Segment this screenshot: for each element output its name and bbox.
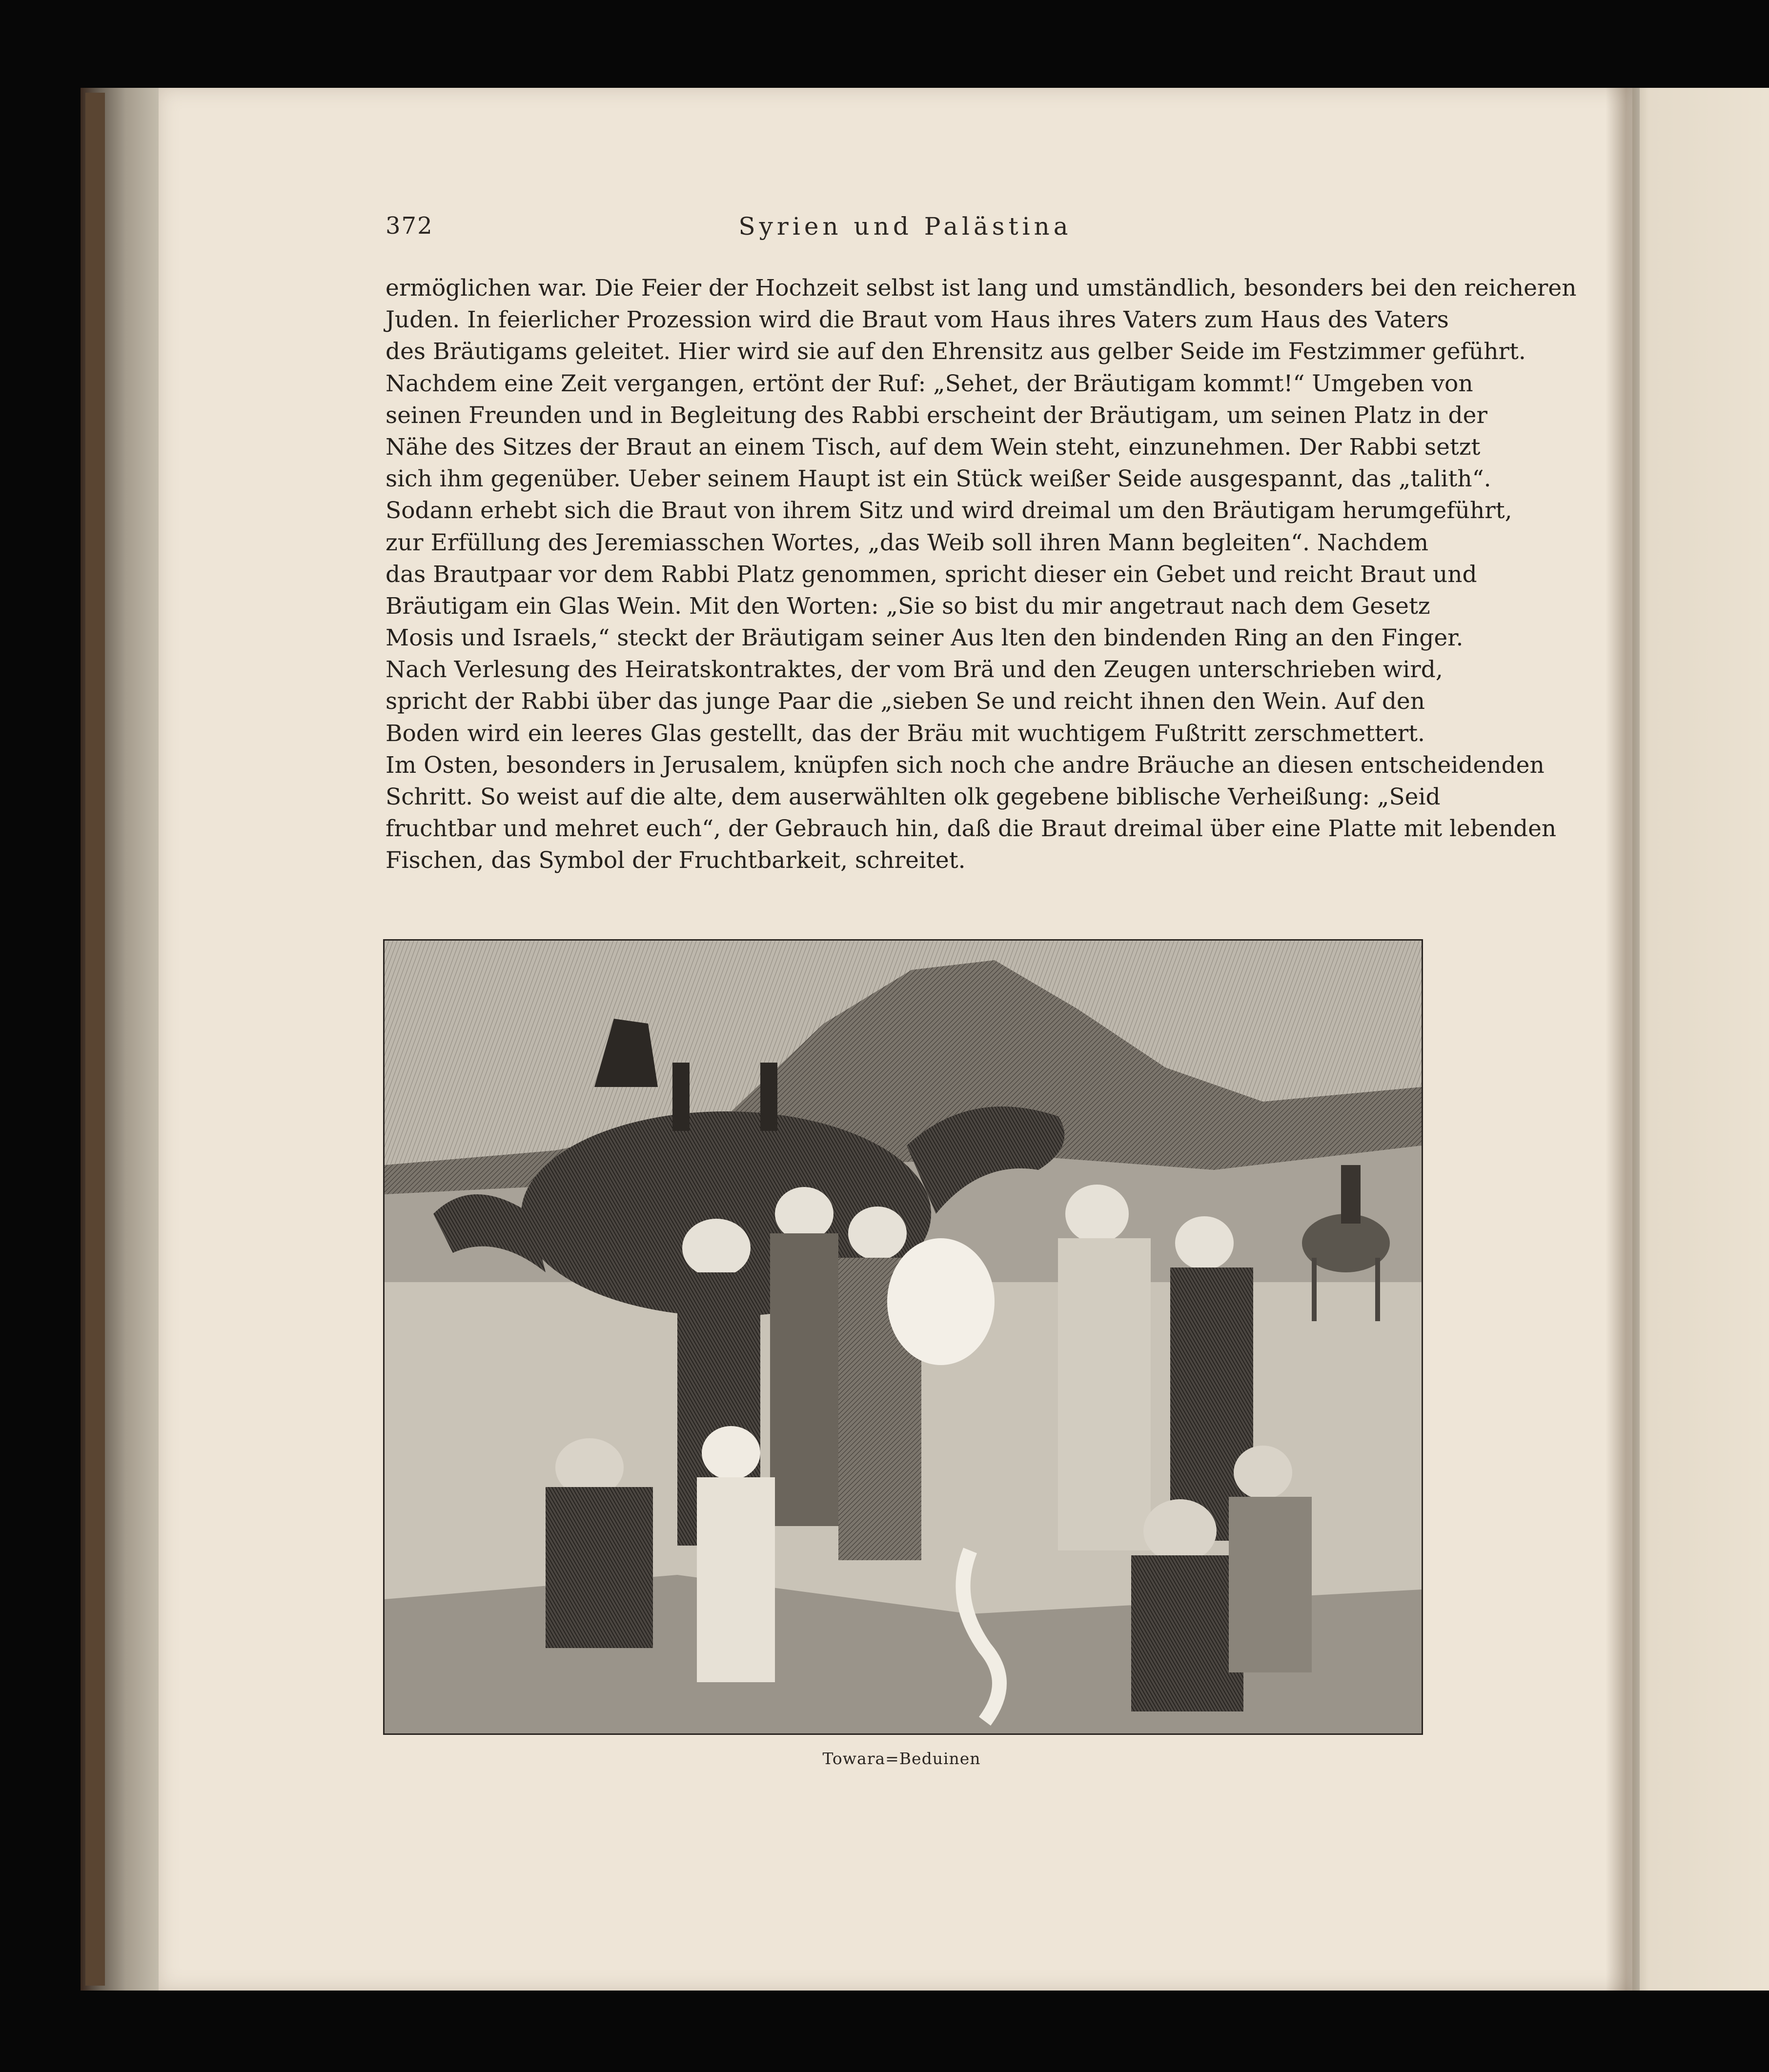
- text-line: das Brautpaar vor dem Rabbi Platz genommen, spricht dieser ein Gebet und reicht Braut und: [386, 561, 1477, 588]
- body-text: [386, 272, 1577, 877]
- running-title: Syrien und Palästina: [738, 212, 1072, 241]
- text-line: seinen Freunden und in Begleitung des Rabbi erscheint der Bräutigam, um seinen Platz in der: [386, 402, 1487, 429]
- text-line: zur Erfüllung des Jeremiasschen Wortes, „das Weib soll ihren Mann begleiten“. Nachdem: [386, 529, 1429, 556]
- saddle-post: [760, 1063, 777, 1131]
- figure-caption: Towara=Beduinen: [822, 1749, 981, 1768]
- text-line: Mosis und Israels,“ steckt der Bräutigam seiner Aus lten den bindenden Ring an den Finger.: [386, 624, 1464, 652]
- camel-leg: [1312, 1258, 1317, 1321]
- text-line: Fischen, das Symbol der Fruchtbarkeit, schreitet.: [386, 847, 966, 874]
- text-line: Boden wird ein leeres Glas gestellt, das der Bräu mit wuchtigem Fußtritt zerschmettert.: [386, 720, 1425, 747]
- text-line: Sodann erhebt sich die Braut von ihrem Sitz und wird dreimal um den Bräutigam herumgeführt,: [386, 497, 1512, 524]
- paper-stain: [887, 1238, 995, 1365]
- engraving-illustration: [383, 939, 1423, 1735]
- text-line: Bräutigam ein Glas Wein. Mit den Worten: „Sie so bist du mir angetraut nach dem Gesetz: [386, 592, 1430, 620]
- text-line: Nachdem eine Zeit vergangen, ertönt der Ruf: „Sehet, der Bräutigam kommt!“ Umgeben von: [386, 370, 1473, 397]
- text-line: spricht der Rabbi über das junge Paar die „sieben Se und reicht ihnen den Wein. Auf den: [386, 688, 1425, 715]
- facing-page: [1632, 88, 1769, 1991]
- text-line: Nach Verlesung des Heiratskontraktes, der vom Brä und den Zeugen unterschrieben wird,: [386, 656, 1443, 684]
- text-line: Nähe des Sitzes der Braut an einem Tisch, auf dem Wein steht, einzunehmen. Der Rabbi setzt: [386, 433, 1481, 461]
- page-header: [386, 212, 1425, 251]
- book-cover-edge: [85, 93, 105, 1986]
- text-line: fruchtbar und mehret euch“, der Gebrauch hin, daß die Braut dreimal über eine Platte mit lebenden: [386, 815, 1557, 843]
- text-line: Juden. In feierlicher Prozession wird die Braut vom Haus ihres Vaters zum Haus des Vaters: [386, 306, 1449, 334]
- text-line: sich ihm gegenüber. Ueber seinem Haupt ist ein Stück weißer Seide ausgespannt, das „talith“.: [386, 465, 1491, 493]
- text-line: Im Osten, besonders in Jerusalem, knüpfen sich noch che andre Bräuche an diesen entscheidenden: [386, 751, 1545, 779]
- page-number: 372: [386, 212, 433, 240]
- gutter-shadow: [1606, 88, 1640, 1991]
- distant-rider: [1341, 1165, 1361, 1224]
- camel-leg: [1375, 1258, 1380, 1321]
- saddle-post: [672, 1063, 690, 1131]
- text-line: des Bräutigams geleitet. Hier wird sie auf den Ehrensitz aus gelber Seide im Festzimmer geführt.: [386, 338, 1526, 365]
- text-line: ermöglichen war. Die Feier der Hochzeit selbst ist lang und umständlich, besonders bei den reicheren: [386, 275, 1577, 302]
- text-line: Schritt. So weist auf die alte, dem auserwählten olk gegebene biblische Verheißung: „Seid: [386, 784, 1441, 810]
